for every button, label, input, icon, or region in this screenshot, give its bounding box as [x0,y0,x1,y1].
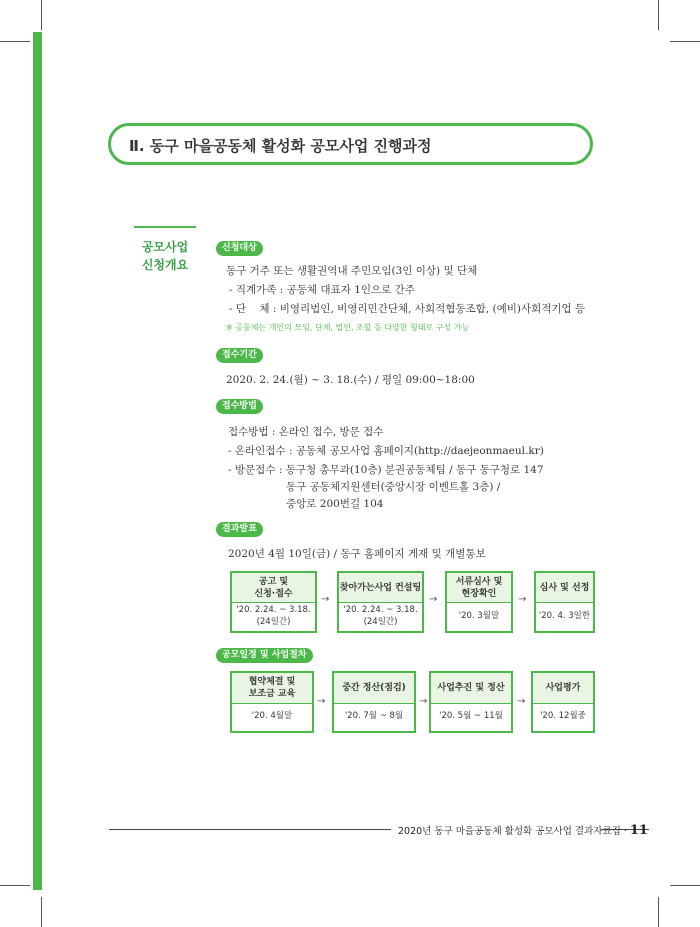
footer-text: 2020년 동구 마을공동체 활성화 공모사업 결과자료집 · [398,826,630,837]
flow1-step-2-body: '20. 2.24. ~ 3.18. (24일간) [343,604,418,627]
page-number: 11 [629,823,648,838]
flow1-step-1-body: '20. 2.24. ~ 3.18. (24일간) [236,604,311,627]
side-title-line-1: 공모사업 [141,240,189,254]
tag-method: 접수방법 [216,399,263,414]
crop-mark [658,0,659,30]
flow1-step-1-head: 공고 및 신청·접수 [232,573,315,603]
flow2-step-4 [531,671,595,733]
tag-result: 결과발표 [216,522,263,537]
flow2-step-2 [332,671,416,733]
flow1-step-4-body: '20. 4. 3일한 [538,610,591,621]
arrow-right-icon: → [429,594,438,605]
eligibility-line-3: - 단 체 : 비영리법인, 비영리민간단체, 사회적협동조합, (예비)사회적기업 등 [229,303,586,315]
result-line-1: 2020년 4월 10일(금) / 동구 홈페이지 게재 및 개별통보 [228,548,486,560]
flow1-step-3-body: '20. 3월말 [458,610,500,621]
crop-mark [670,885,700,886]
eligibility-line-1: 동구 거주 또는 생활권역내 주민모임(3인 이상) 및 단체 [226,265,478,277]
flow1-step-1 [230,571,317,633]
arrow-right-icon: → [317,696,326,707]
eligibility-line-2: - 직계가족 : 공동체 대표자 1인으로 간주 [229,284,415,296]
flow2-step-3-body: '20. 5월 ~ 11월 [439,711,503,721]
eligibility-note: ※ 공동체는 개인의 모임, 단체, 법인, 조합 등 다양한 형태로 구성 가능 [226,323,470,332]
method-line-3: - 방문접수 : 동구청 총무과(10층) 분권공동체팀 / 동구 동구청로 147 [228,464,544,476]
flow1-step-2 [337,571,424,633]
crop-mark [41,897,42,927]
crop-mark [670,41,700,42]
crop-mark [41,0,42,30]
method-line-1: 접수방법 : 온라인 접수, 방문 접수 [228,426,384,438]
flow2-step-2-head: 중간 정산(점검) [334,673,414,704]
page-title: Ⅱ. 동구 마을공동체 활성화 공모사업 진행과정 [129,137,432,155]
flow2-step-4-head: 사업평가 [533,673,593,704]
footer-rule-left [109,829,391,830]
crop-mark [0,885,30,886]
footer [398,823,648,838]
tag-eligibility: 신청대상 [216,241,263,256]
method-line-2: - 온라인접수 : 공동체 공모사업 홈페이지(http://daejeonmaeul.kr) [228,445,544,457]
flow2-step-3-head: 사업추진 및 정산 [431,673,511,704]
side-title-line-2: 신청개요 [141,258,189,272]
flow2-step-3 [429,671,513,733]
flow2-step-1 [230,671,314,733]
method-line-5: 중앙로 200번길 104 [286,498,384,510]
arrow-right-icon: → [321,594,330,605]
side-title [134,238,196,274]
arrow-right-icon: → [518,594,527,605]
flow1-step-3-head: 서류심사 및 현장확인 [447,573,511,603]
flow2-step-4-body: '20. 12월중 [540,711,586,721]
method-line-4: 동구 공동체지원센터(중앙시장 이벤트홀 3층) / [286,481,501,493]
left-accent-bar [33,32,42,890]
crop-mark [0,41,30,42]
flow2-step-1-head: 협약체결 및 보조금 교육 [232,673,312,704]
tag-schedule: 공모일정 및 사업절차 [216,648,313,663]
flow1-step-4 [534,571,595,633]
period-line-1: 2020. 2. 24.(월) ~ 3. 18.(수) / 평일 09:00~18:00 [226,374,475,386]
flow1-step-4-head: 심사 및 선정 [536,573,593,603]
crop-mark [658,897,659,927]
side-title-rule [134,226,196,228]
arrow-right-icon: → [419,696,428,707]
flow2-step-2-body: '20. 7월 ~ 8월 [344,711,404,721]
tag-period: 접수기간 [216,348,263,363]
arrow-right-icon: → [517,696,526,707]
flow2-step-1-body: '20. 4월말 [251,711,293,721]
section-title-box [108,123,593,165]
flow1-step-3 [445,571,513,633]
flow1-step-2-head: 찾아가는사업 컨설팅 [339,573,422,603]
